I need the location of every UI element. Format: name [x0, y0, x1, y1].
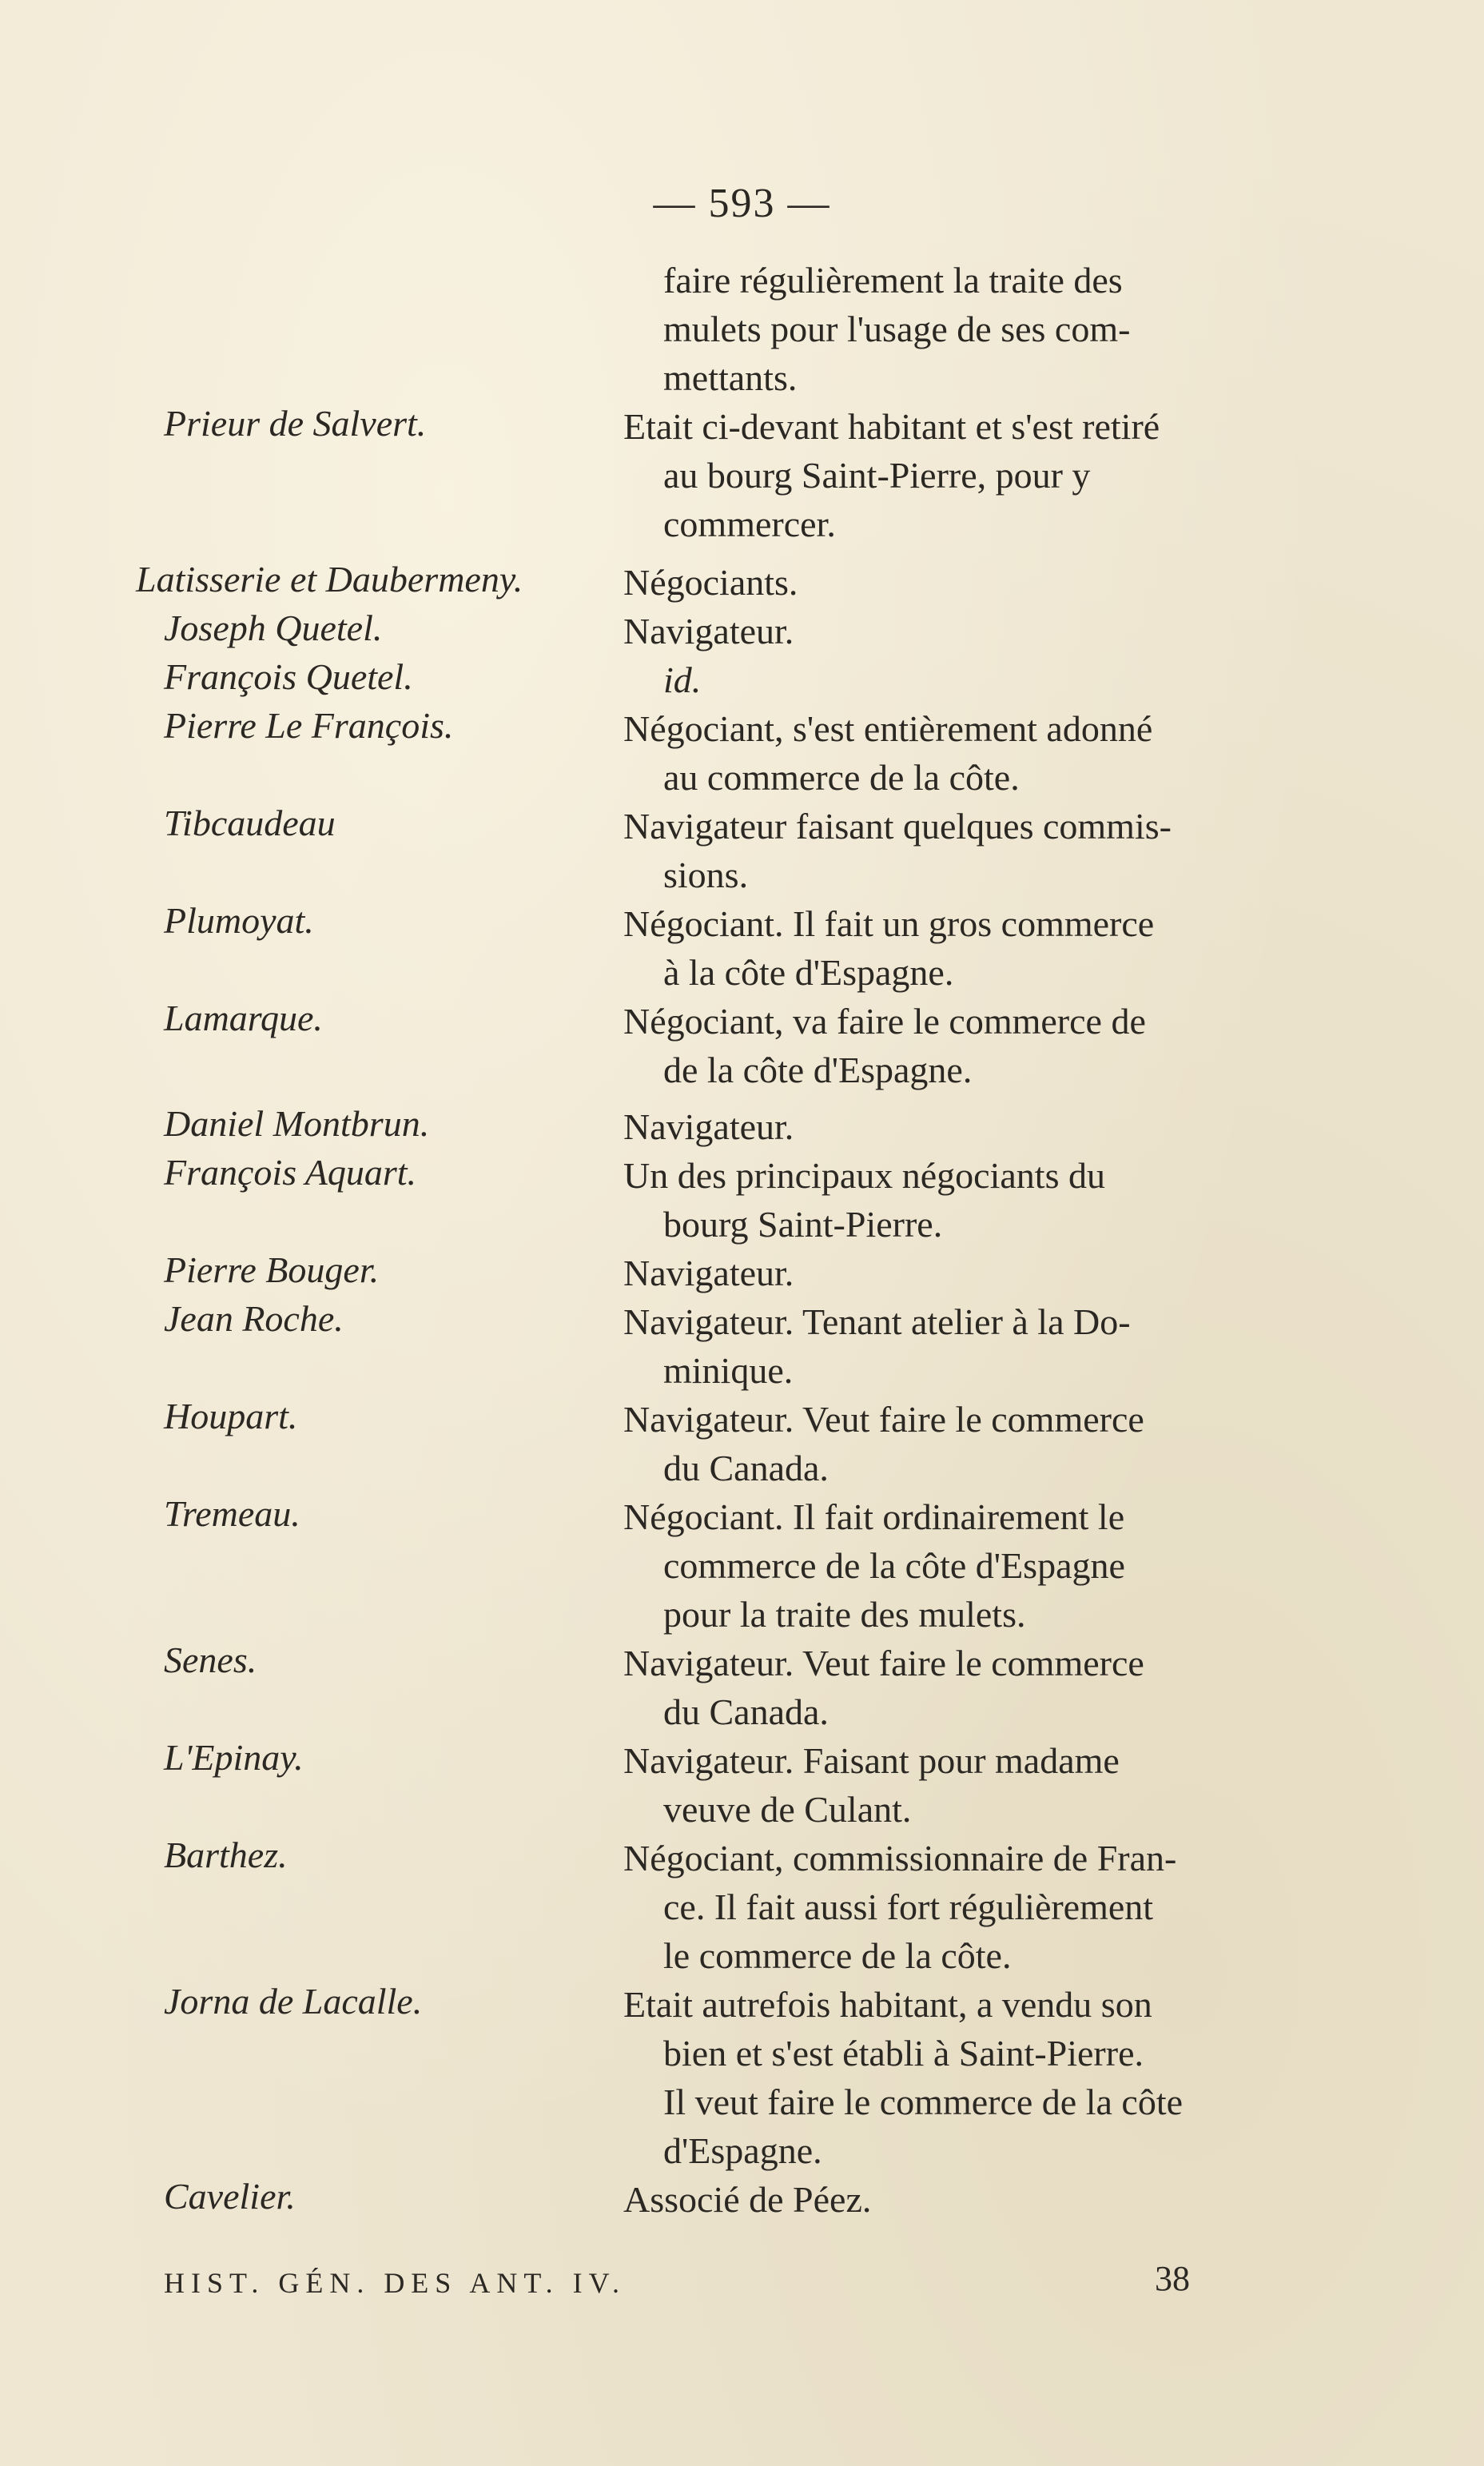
- intro-line: faire régulièrement la traite des: [663, 260, 1123, 301]
- entry-name: Daniel Montbrun.: [164, 1103, 430, 1144]
- entry-line: Etait autrefois habitant, a vendu son: [623, 1984, 1152, 2025]
- entry-name: François Aquart.: [164, 1152, 417, 1193]
- entry-name: François Quetel.: [164, 656, 413, 697]
- entry-name: Barthez.: [164, 1835, 288, 1875]
- entry-line: bien et s'est établi à Saint-Pierre.: [663, 2033, 1144, 2074]
- entry-line: Négociant. Il fait ordinairement le: [623, 1496, 1125, 1537]
- entry-line: veuve de Culant.: [663, 1789, 912, 1830]
- entry-description: [623, 1736, 1295, 1834]
- entry-line: commercer.: [663, 504, 836, 544]
- entry-line: le commerce de la côte.: [663, 1935, 1012, 1976]
- entry-line: minique.: [663, 1350, 794, 1391]
- entry-line: Navigateur. Faisant pour madame: [623, 1740, 1120, 1781]
- entry-line: Etait ci-devant habitant et s'est retiré: [623, 406, 1160, 447]
- entry-name: Tremeau.: [164, 1493, 300, 1534]
- entry-description: [623, 899, 1295, 997]
- entry-name: Tibcaudeau: [164, 803, 336, 843]
- footer-signature: HIST. GÉN. DES ANT. IV.: [164, 2267, 626, 2299]
- intro-line: mulets pour l'usage de ses com-: [663, 309, 1131, 349]
- entry-name: Joseph Quetel.: [164, 608, 383, 648]
- entry-line: Navigateur. Tenant atelier à la Do-: [623, 1301, 1131, 1342]
- entry-line: Un des principaux négociants du: [623, 1155, 1105, 1196]
- entry-line: bourg Saint-Pierre.: [663, 1204, 943, 1245]
- entry-line: Navigateur.: [623, 1253, 794, 1293]
- entry-name: Jean Roche.: [164, 1298, 344, 1339]
- entry-name: Pierre Le François.: [164, 705, 454, 746]
- entry-name: Pierre Bouger.: [164, 1249, 380, 1290]
- entry-description: [623, 704, 1295, 802]
- entry-name: L'Epinay.: [164, 1737, 304, 1778]
- entry-description: [663, 655, 1295, 704]
- entry-line: Navigateur.: [623, 1106, 794, 1147]
- entry-line: ce. Il fait aussi fort régulièrement: [663, 1886, 1154, 1927]
- entry-line: au bourg Saint-Pierre, pour y: [663, 455, 1091, 496]
- entry-name: Plumoyat.: [164, 900, 314, 941]
- entry-line: sions.: [663, 855, 749, 895]
- entry-line: pour la traite des mulets.: [663, 1594, 1026, 1635]
- entry-line: Négociant. Il fait un gros commerce: [623, 903, 1155, 944]
- entry-description: [623, 1249, 1295, 1297]
- entry-description: [623, 1102, 1295, 1151]
- entry-line: Négociant, s'est entièrement adonné: [623, 708, 1153, 749]
- entry-description: [623, 1639, 1295, 1736]
- entry-name: Lamarque.: [164, 998, 323, 1038]
- intro-text: [663, 256, 1295, 402]
- entry-line: du Canada.: [663, 1691, 829, 1732]
- entry-description: [623, 402, 1295, 548]
- entry-name: Cavelier.: [164, 2176, 296, 2217]
- entry-line: Négociant, va faire le commerce de: [623, 1001, 1146, 1042]
- entry-description: [623, 1834, 1295, 1980]
- entry-line: Il veut faire le commerce de la côte: [663, 2082, 1184, 2122]
- entry-line: Négociants.: [623, 562, 798, 603]
- entry-line: Navigateur. Veut faire le commerce: [623, 1399, 1144, 1440]
- entry-description: [623, 2175, 1295, 2224]
- page-number-header: — 593 —: [653, 181, 831, 226]
- entry-description: [623, 607, 1295, 655]
- entry-line: de la côte d'Espagne.: [663, 1050, 973, 1090]
- entry-line: au commerce de la côte.: [663, 757, 1020, 798]
- entry-name: Senes.: [164, 1639, 257, 1680]
- entry-line: d'Espagne.: [663, 2130, 822, 2171]
- entry-line: Navigateur faisant quelques commis-: [623, 806, 1172, 847]
- entry-description: [623, 1151, 1295, 1249]
- entry-description: [623, 1492, 1295, 1639]
- footer-signature-number: 38: [1155, 2259, 1190, 2298]
- entry-description: [623, 802, 1295, 899]
- entry-name: Prieur de Salvert.: [164, 403, 427, 444]
- entry-line: Associé de Péez.: [623, 2179, 872, 2220]
- entry-name: Latisserie et Daubermeny.: [136, 559, 523, 600]
- entry-description: [623, 1297, 1295, 1395]
- entry-description: [623, 558, 1295, 607]
- entry-name: Houpart.: [164, 1396, 298, 1436]
- entry-line: du Canada.: [663, 1448, 829, 1488]
- entry-line: à la côte d'Espagne.: [663, 952, 954, 993]
- entry-line: Navigateur.: [623, 611, 794, 651]
- entry-description: [623, 997, 1295, 1094]
- entry-line: Navigateur. Veut faire le commerce: [623, 1643, 1144, 1683]
- entry-name: Jorna de Lacalle.: [164, 1981, 423, 2022]
- entry-line: commerce de la côte d'Espagne: [663, 1545, 1125, 1586]
- entry-description: [623, 1980, 1295, 2175]
- entry-description: [623, 1395, 1295, 1492]
- entry-line: id.: [663, 659, 702, 700]
- entry-line: Négociant, commissionnaire de Fran-: [623, 1838, 1177, 1878]
- intro-line: mettants.: [663, 357, 798, 398]
